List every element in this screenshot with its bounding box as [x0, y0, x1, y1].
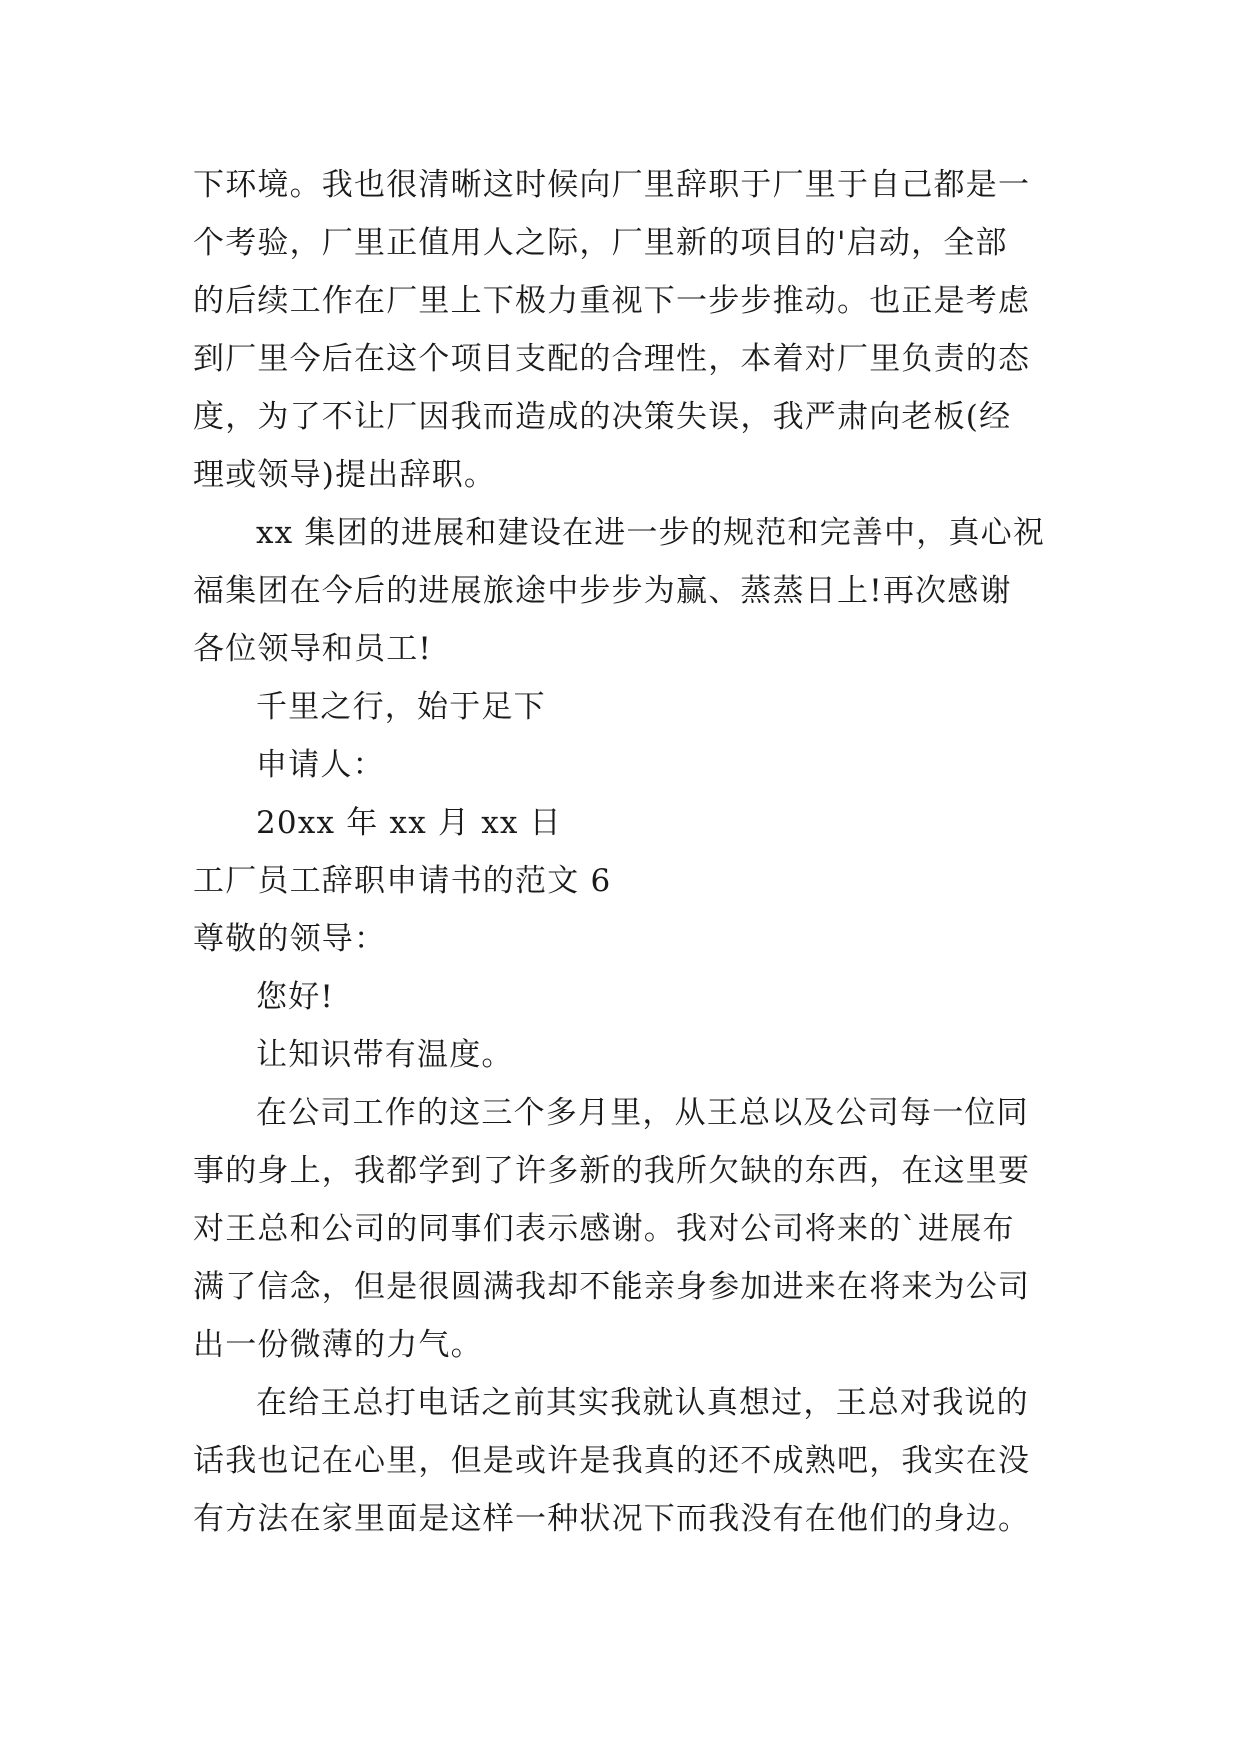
text-line: 各位领导和员工! [193, 631, 433, 667]
text-line: 20xx 年 xx 月 xx 日 [256, 805, 562, 841]
text-line: 福集团在今后的进展旅途中步步为赢、蒸蒸日上!再次感谢 [193, 573, 1012, 609]
text-line: 话我也记在心里，但是或许是我真的还不成熟吧，我实在没 [193, 1443, 1031, 1479]
text-line: 千里之行，始于足下 [256, 689, 546, 725]
text-line: 个考验，厂里正值用人之际，厂里新的项目的'启动，全部 [193, 225, 1008, 261]
text-line: 满了信念，但是很圆满我却不能亲身参加进来在将来为公司 [193, 1269, 1031, 1305]
text-line: 让知识带有温度。 [256, 1037, 514, 1073]
text-line: 对王总和公司的同事们表示感谢。我对公司将来的`进展布 [193, 1211, 1015, 1247]
text-line: xx 集团的进展和建设在进一步的规范和完善中，真心祝 [256, 515, 1046, 551]
text-line: 到厂里今后在这个项目支配的合理性，本着对厂里负责的态 [193, 341, 1031, 377]
text-line: 下环境。我也很清晰这时候向厂里辞职于厂里于自己都是一 [193, 167, 1031, 203]
text-line: 理或领导)提出辞职。 [193, 457, 497, 493]
text-line: 在给王总打电话之前其实我就认真想过，王总对我说的 [256, 1385, 1029, 1421]
text-line: 出一份微薄的力气。 [193, 1327, 483, 1363]
section-heading: 工厂员工辞职申请书的范文 6 [193, 863, 612, 899]
greeting: 您好! [256, 979, 335, 1015]
text-line: 事的身上，我都学到了许多新的我所欠缺的东西，在这里要 [193, 1153, 1031, 1189]
text-line: 在公司工作的这三个多月里，从王总以及公司每一位同 [256, 1095, 1029, 1131]
text-line: 的后续工作在厂里上下极力重视下一步步推动。也正是考虑 [193, 283, 1031, 319]
salutation: 尊敬的领导： [193, 921, 387, 957]
text-line: 申请人： [256, 747, 385, 783]
text-line: 度，为了不让厂因我而造成的决策失误，我严肃向老板(经 [193, 399, 1012, 435]
text-line: 有方法在家里面是这样一种状况下而我没有在他们的身边。 [193, 1501, 1031, 1537]
